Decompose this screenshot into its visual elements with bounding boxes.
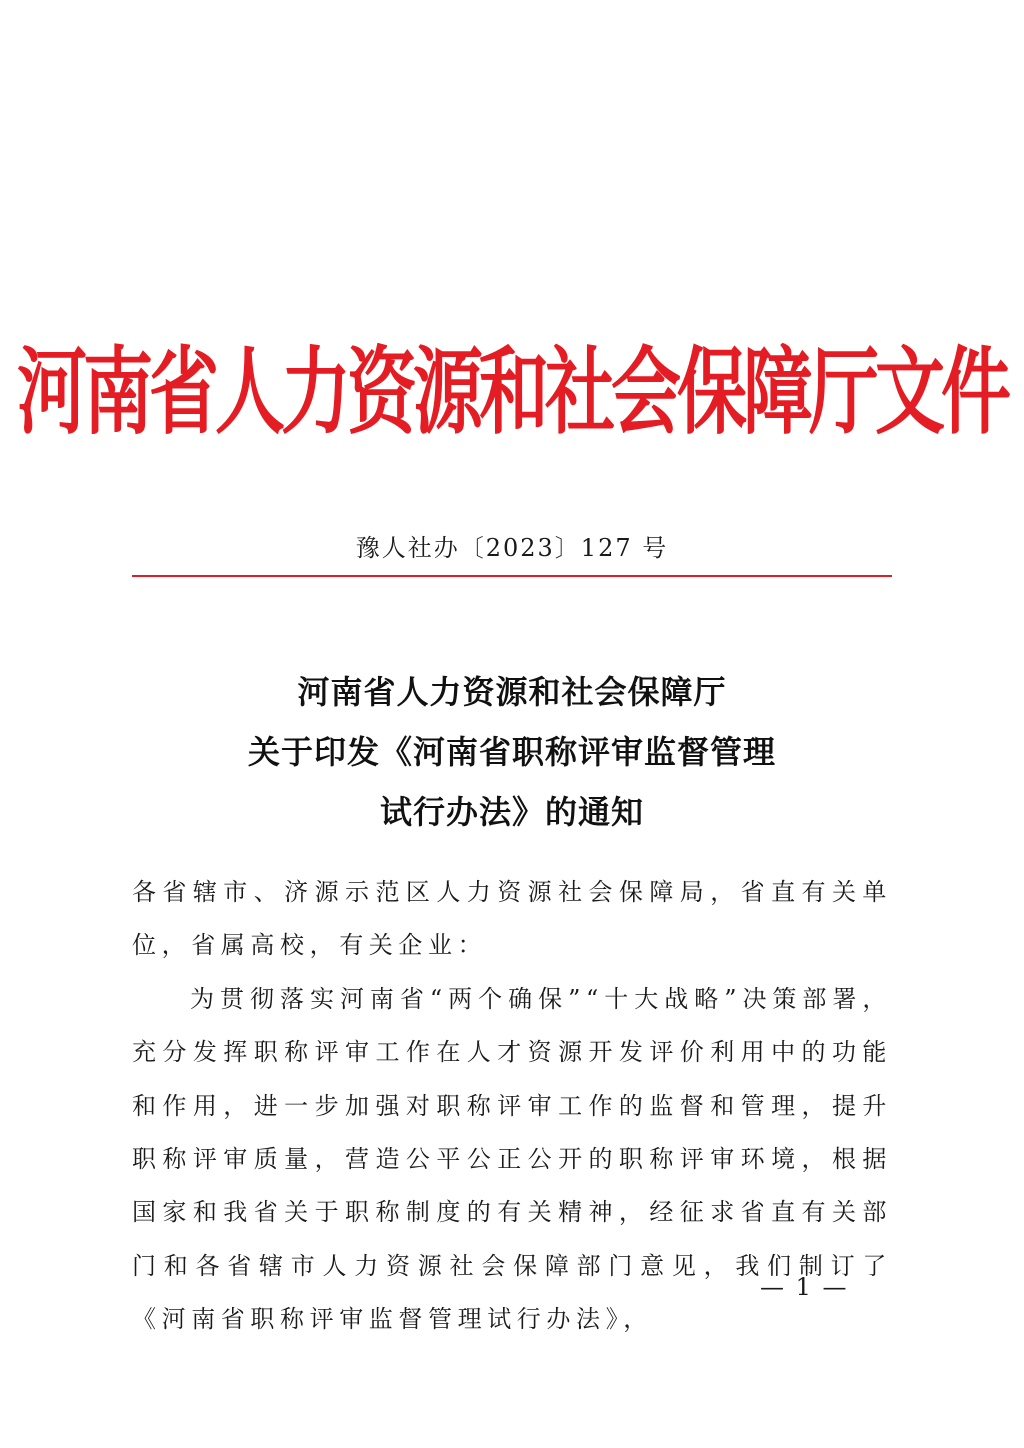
addressee-paragraph: 各省辖市、济源示范区人力资源社会保障局，省直有关单位，省属高校，有关企业： [132,878,892,960]
notice-title-line-3: 试行办法》的通知 [379,793,644,831]
page-number: — 1 — [760,1273,849,1301]
header-divider [132,575,892,577]
body-paragraph: 为贯彻落实河南省“两个确保”“十大战略”决策部署，充分发挥职称评审工作在人才资源开发评价利用中的功能和作用，进一步加强对职称评审工作的监督和管理，提升职称评审质量，营造公平公正公开的职称评审环境，根据国家和我省关于职称制度的有关精神，经征求省直有关部门和各省辖市人力资源社会保障部门意见，我们制订了《河南省职称评审监督管理试行办法》， [132,984,892,1334]
notice-title-line-1: 河南省人力资源和社会保障厅 [297,673,727,711]
notice-title-line-2: 关于印发《河南省职称评审监督管理 [247,733,776,771]
notice-title [0,662,1024,842]
document-header-title: 河南省人力资源和社会保障厅文件 [17,336,1007,448]
document-number: 豫人社办〔2023〕127 号 [355,534,669,562]
